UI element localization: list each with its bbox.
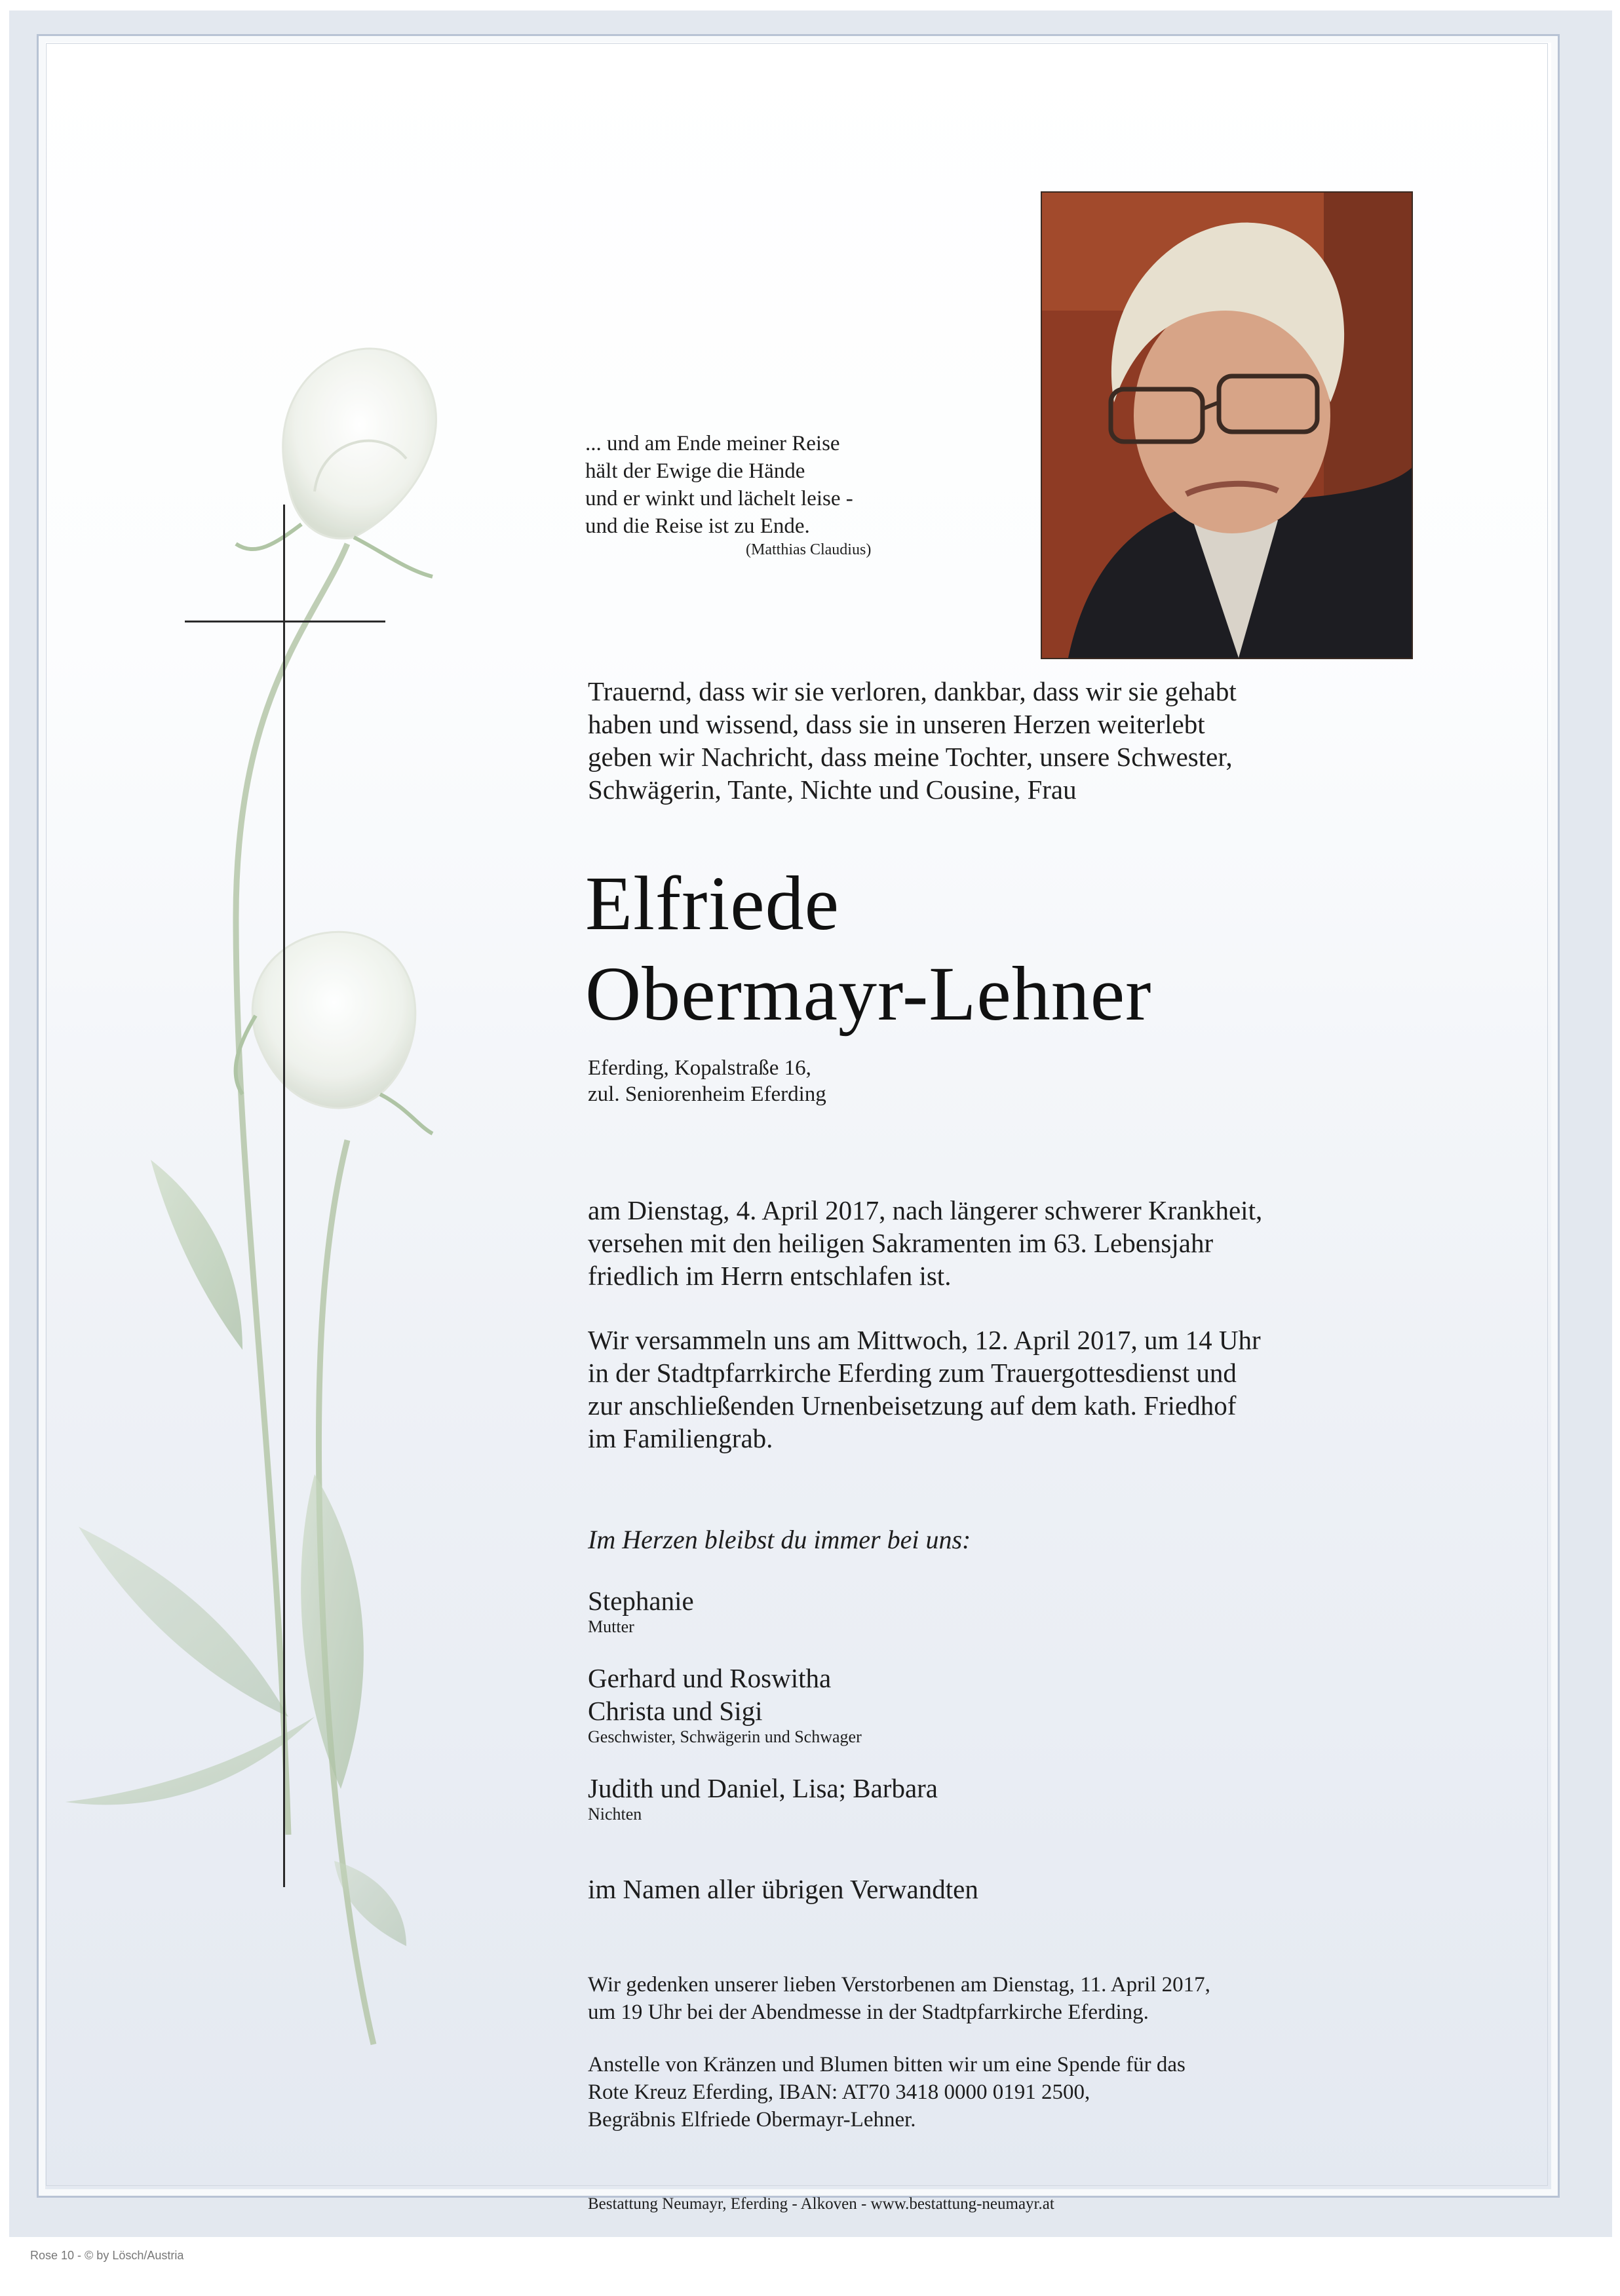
intro-line: Schwägerin, Tante, Nichte und Cousine, Frau xyxy=(588,775,1077,805)
service-line: zur anschließenden Urnenbeisetzung auf dem kath. Friedhof xyxy=(588,1390,1237,1421)
death-notice-line: am Dienstag, 4. April 2017, nach längerer schwerer Krankheit, xyxy=(588,1195,1263,1225)
portrait-photo xyxy=(1041,191,1413,659)
address-line: Eferding, Kopalstraße 16, xyxy=(588,1056,811,1080)
donation-line: Rote Kreuz Eferding, IBAN: AT70 3418 0000 0191 2500, xyxy=(588,2080,1090,2104)
donation-line: Begräbnis Elfriede Obermayr-Lehner. xyxy=(588,2108,916,2132)
mourner-group xyxy=(588,1772,938,1824)
design-credit: Rose 10 - © by Lösch/Austria xyxy=(30,2249,184,2262)
mourner-relation: Mutter xyxy=(588,1617,634,1636)
donation-line: Anstelle von Kränzen und Blumen bitten wir um eine Spende für das xyxy=(588,2053,1186,2076)
mourner-name: Stephanie xyxy=(588,1586,694,1616)
address-line: zul. Seniorenheim Eferding xyxy=(588,1082,826,1106)
poem-quote xyxy=(585,430,952,560)
deceased-address xyxy=(588,1055,826,1107)
quote-line: ... und am Ende meiner Reise xyxy=(585,432,840,455)
service-line: Wir versammeln uns am Mittwoch, 12. April 2017, um 14 Uhr xyxy=(588,1325,1261,1355)
service-line: im Familiengrab. xyxy=(588,1423,773,1453)
deceased-name xyxy=(585,858,1151,1039)
mourner-relation: Nichten xyxy=(588,1805,642,1824)
mourner-group xyxy=(588,1584,694,1637)
intro-line: geben wir Nachricht, dass meine Tochter, unsere Schwester, xyxy=(588,742,1233,772)
memorial-line: Wir gedenken unserer lieben Verstorbenen am Dienstag, 11. April 2017, xyxy=(588,1973,1210,1997)
intro-paragraph xyxy=(588,675,1440,806)
mourner-name: Christa und Sigi xyxy=(588,1696,763,1726)
deceased-first-name: Elfriede xyxy=(585,860,839,946)
death-notice-line: friedlich im Herrn entschlafen ist. xyxy=(588,1261,952,1291)
quote-line: und die Reise ist zu Ende. xyxy=(585,514,810,538)
quote-author: (Matthias Claudius) xyxy=(746,541,872,558)
mourner-relation: Geschwister, Schwägerin und Schwager xyxy=(588,1727,862,1746)
memorial-line: um 19 Uhr bei der Abendmesse in der Stadtpfarrkirche Eferding. xyxy=(588,2000,1149,2024)
cross-horizontal-bar xyxy=(185,621,385,622)
intro-line: haben und wissend, dass sie in unseren Herzen weiterlebt xyxy=(588,709,1205,739)
mourner-name: Gerhard und Roswitha xyxy=(588,1663,832,1693)
service-paragraph xyxy=(588,1324,1473,1455)
memorial-paragraph xyxy=(588,1971,1440,2026)
mourner-name: Judith und Daniel, Lisa; Barbara xyxy=(588,1773,938,1803)
donation-paragraph xyxy=(588,2051,1440,2133)
relatives-line: im Namen aller übrigen Verwandten xyxy=(588,1874,978,1904)
deceased-last-name: Obermayr-Lehner xyxy=(585,951,1152,1037)
cross-vertical-bar xyxy=(283,505,285,1887)
mourner-group xyxy=(588,1662,862,1747)
death-notice-paragraph xyxy=(588,1194,1473,1292)
intro-line: Trauernd, dass wir sie verloren, dankbar, dass wir sie gehabt xyxy=(588,676,1237,706)
death-notice-line: versehen mit den heiligen Sakramenten im 63. Lebensjahr xyxy=(588,1228,1214,1258)
quote-line: und er winkt und lächelt leise - xyxy=(585,487,853,510)
motto-line: Im Herzen bleibst du immer bei uns: xyxy=(588,1525,971,1554)
funeral-home-footer: Bestattung Neumayr, Eferding - Alkoven - www.bestattung-neumayr.at xyxy=(588,2195,1054,2213)
service-line: in der Stadtpfarrkirche Eferding zum Trauergottesdienst und xyxy=(588,1358,1237,1388)
white-rose-illustration xyxy=(39,328,459,2136)
quote-line: hält der Ewige die Hände xyxy=(585,459,805,483)
